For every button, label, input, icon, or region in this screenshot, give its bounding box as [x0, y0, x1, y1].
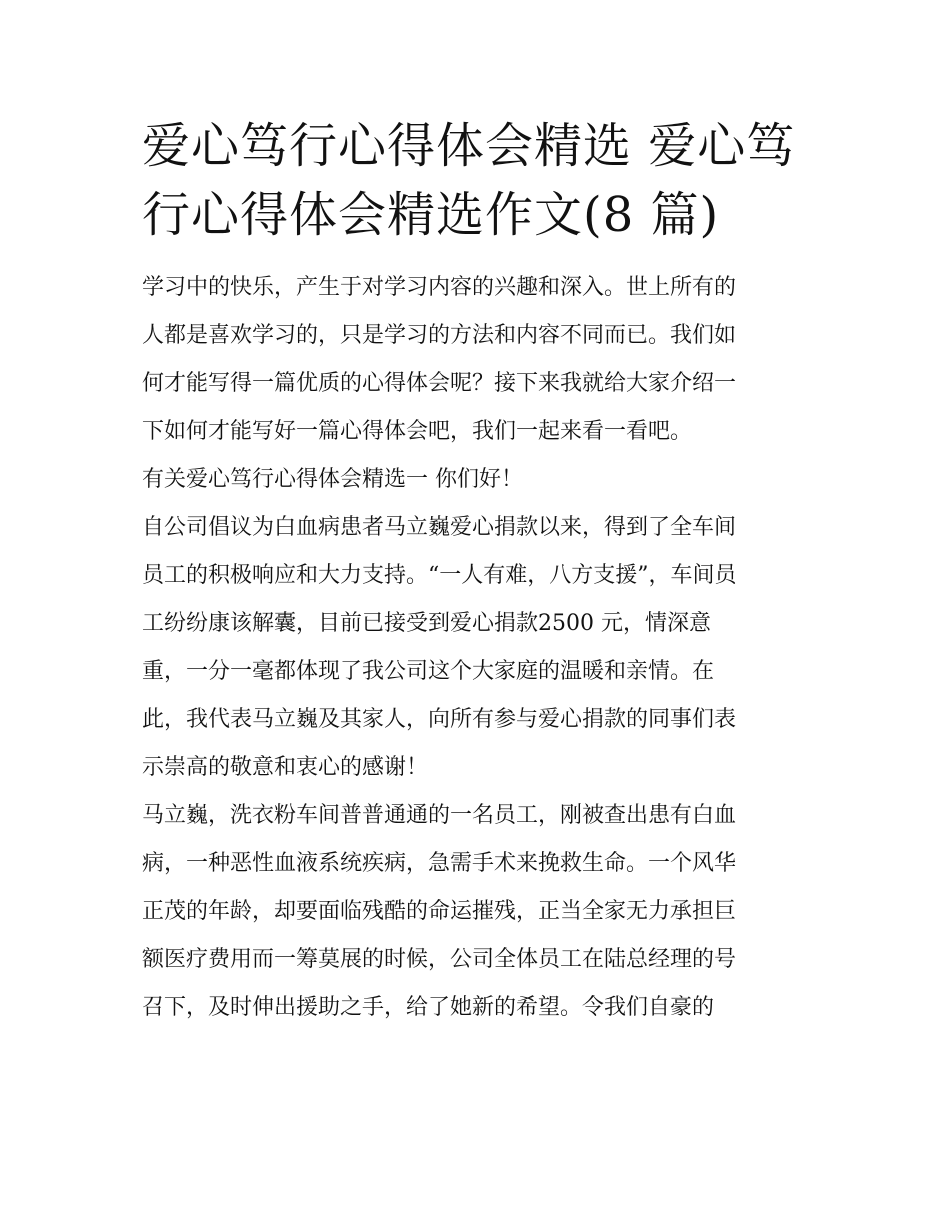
text-line: 学习中的快乐，产生于对学习内容的兴趣和深入。世上所有的	[142, 275, 737, 300]
text-line: 何才能写得一篇优质的心得体会呢？接下来我就给大家介绍一	[142, 371, 737, 396]
text-line: 有关爱心笃行心得体会精选一 你们好！	[142, 467, 523, 492]
title-line-1: 爱心笃行心得体会精选 爱心笃	[142, 118, 796, 174]
paragraph-donation	[142, 504, 818, 792]
text-line: 召下，及时伸出援助之手，给了她新的希望。令我们自豪的	[142, 995, 715, 1020]
text-line: 示崇高的敬意和衷心的感谢！	[142, 755, 429, 780]
text-line: 额医疗费用而一筹莫展的时候，公司全体员工在陆总经理的号	[142, 947, 737, 972]
text-line: 此，我代表马立巍及其家人，向所有参与爱心捐款的同事们表	[142, 707, 737, 732]
document-title	[142, 112, 818, 250]
text-line: 病，一种恶性血液系统疾病，急需手术来挽救生命。一个风华	[142, 851, 737, 876]
text-line: 正茂的年龄，却要面临残酷的命运摧残，正当全家无力承担巨	[142, 899, 737, 924]
paragraph-heading-one	[142, 456, 818, 504]
paragraph-intro	[142, 264, 818, 456]
text-line: 员工的积极响应和大力支持。“一人有难，八方支援”，车间员	[142, 563, 737, 588]
document-page	[142, 112, 818, 1032]
text-line: 马立巍，洗衣粉车间普普通通的一名员工，刚被查出患有白血	[142, 803, 737, 828]
text-line: 下如何才能写好一篇心得体会吧，我们一起来看一看吧。	[142, 419, 693, 444]
paragraph-story	[142, 792, 818, 1032]
text-line: 工纷纷康该解囊，目前已接受到爱心捐款2500 元，情深意	[142, 611, 711, 636]
text-line: 人都是喜欢学习的，只是学习的方法和内容不同而已。我们如	[142, 323, 737, 348]
title-line-2: 行心得体会精选作文(8 篇)	[142, 187, 720, 243]
text-line: 自公司倡议为白血病患者马立巍爱心捐款以来，得到了全车间	[142, 515, 737, 540]
text-line: 重，一分一毫都体现了我公司这个大家庭的温暖和亲情。在	[142, 659, 715, 684]
